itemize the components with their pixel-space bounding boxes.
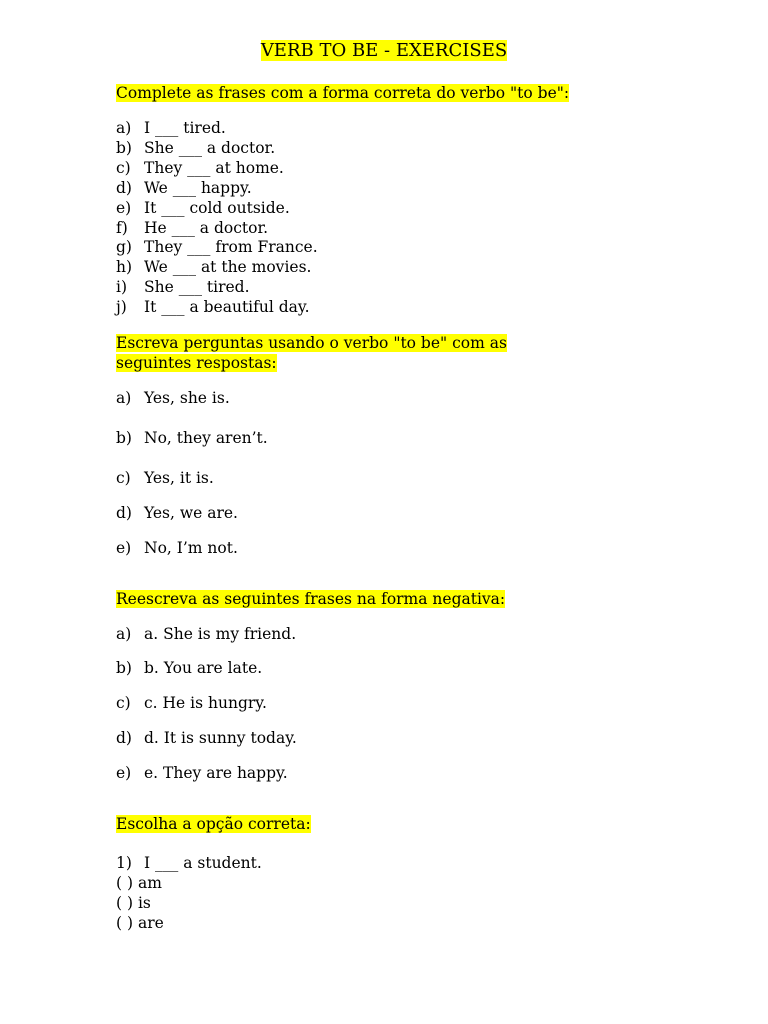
list-item: e) No, I’m not. <box>116 539 238 557</box>
answer-option: ( ) am <box>116 874 162 892</box>
list-item: j) It ___ a beautiful day. <box>116 298 310 316</box>
list-item: h) We ___ at the movies. <box>116 258 312 276</box>
list-item: c) Yes, it is. <box>116 469 214 487</box>
list-item: d) d. It is sunny today. <box>116 729 297 747</box>
list-item: a) I ___ tired. <box>116 119 226 137</box>
list-item: c) c. He is hungry. <box>116 694 267 712</box>
answer-option: ( ) are <box>116 914 164 932</box>
section-heading-questions: Escreva perguntas usando o verbo "to be" com as seguintes respostas: <box>116 334 507 372</box>
list-item: b) b. You are late. <box>116 659 263 677</box>
list-item: d) We ___ happy. <box>116 179 252 197</box>
list-item: b) She ___ a doctor. <box>116 139 276 157</box>
list-item: a) a. She is my friend. <box>116 625 297 643</box>
list-item: c) They ___ at home. <box>116 159 284 177</box>
list-item: a) Yes, she is. <box>116 389 230 407</box>
list-item: i) She ___ tired. <box>116 278 250 296</box>
list-item: e) It ___ cold outside. <box>116 199 290 217</box>
section-heading-complete: Complete as frases com a forma correta do verbo "to be": <box>116 84 570 102</box>
answer-option: ( ) is <box>116 894 151 912</box>
list-item: b) No, they aren’t. <box>116 429 268 447</box>
question-item: 1) I ___ a student. <box>116 854 262 872</box>
list-item: d) Yes, we are. <box>116 504 238 522</box>
section-heading-choose: Escolha a opção correta: <box>116 815 311 833</box>
list-item: e) e. They are happy. <box>116 764 288 782</box>
list-item: g) They ___ from France. <box>116 238 318 256</box>
page-title: VERB TO BE - EXERCISES <box>260 40 508 61</box>
list-item: f) He ___ a doctor. <box>116 219 269 237</box>
section-heading-negative: Reescreva as seguintes frases na forma negativa: <box>116 590 506 608</box>
